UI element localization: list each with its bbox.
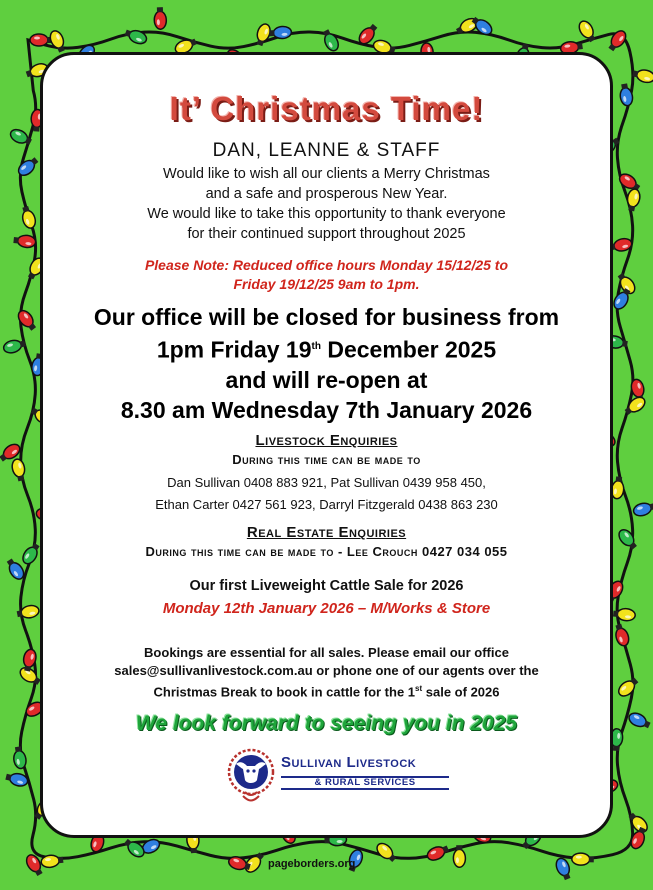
light-bulb (554, 856, 573, 881)
bookings-line (40, 680, 613, 701)
greeting-text (40, 164, 613, 244)
look-forward-banner: We look forward to seeing you in 2025 (135, 712, 518, 735)
logo-company-name: Sullivan Livestock (281, 754, 417, 771)
closure-date-text: December 2025 (320, 336, 497, 363)
bookings-text (40, 644, 613, 701)
flyer-title: It’ Christmas Time! (169, 90, 484, 127)
company-logo (223, 742, 453, 808)
light-bulb (320, 28, 341, 53)
light-bulb (572, 853, 594, 865)
light-bulb (616, 675, 640, 698)
flyer-content (40, 52, 613, 838)
light-bulb (154, 7, 167, 29)
greeting-line: for their continued support throughout 2025 (187, 226, 466, 242)
light-bulb (122, 837, 147, 860)
light-bulb (12, 746, 27, 770)
reopen-line: 8.30 am Wednesday 7th January 2026 (120, 396, 533, 423)
greeting-line: Would like to wish all our clients a Merry Christmas (163, 166, 490, 182)
agent-contact-line: Ethan Carter 0427 561 923, Darryl Fitzgerald 0438 863 230 (155, 497, 498, 512)
first-sale-date: Monday 12th January 2026 – M/Works & Store (162, 600, 491, 617)
closure-line: and will re-open at (225, 366, 428, 393)
ordinal-suffix: st (415, 684, 423, 693)
bull-head-rope-emblem-icon (223, 746, 279, 806)
closure-date-text: 1pm Friday 19 (156, 336, 312, 363)
closure-line: Our office will be closed for business from (93, 304, 560, 330)
closure-announcement (40, 302, 613, 425)
bookings-text-part: Christmas Break to book in cattle for the 1 (153, 684, 416, 700)
light-bulb (11, 458, 28, 482)
light-bulb (15, 308, 38, 333)
closure-line (40, 332, 613, 365)
light-bulb (19, 205, 37, 230)
livestock-heading: Livestock Enquiries (255, 432, 398, 449)
staff-line: DAN, LEANNE & STAFF (212, 140, 441, 161)
border-credit: pageborders.org (268, 858, 356, 870)
real-estate-subline: During this time can be made to - Lee Crouch 0427 034 055 (145, 544, 508, 559)
livestock-subline: During this time can be made to (232, 452, 421, 467)
light-bulb (374, 840, 398, 864)
bookings-line: sales@sullivanlivestock.com.au or phone one of our agents over the (114, 663, 539, 678)
light-bulb (613, 623, 631, 648)
light-bulb (632, 67, 653, 84)
ordinal-suffix: th (311, 341, 321, 352)
note-line: Please Note: Reduced office hours Monday 15/12/25 to (144, 257, 509, 273)
reduced-hours-note (40, 256, 613, 294)
light-bulb (48, 29, 68, 54)
light-bulb (606, 28, 629, 53)
greeting-line: We would like to take this opportunity to thank everyone (147, 206, 506, 222)
light-bulb (124, 27, 149, 46)
note-line: Friday 19/12/25 9am to 1pm. (233, 276, 420, 292)
light-bulb (30, 34, 52, 46)
light-bulb (13, 234, 36, 248)
bookings-line: Bookings are essential for all sales. Please email our office (144, 645, 509, 660)
real-estate-heading: Real Estate Enquiries (246, 524, 407, 541)
logo-tagline: & RURAL SERVICES (314, 777, 416, 788)
light-bulb (632, 500, 653, 518)
bookings-text-part: sale of 2026 (422, 684, 500, 700)
greeting-line: and a safe and prosperous New Year. (205, 186, 448, 202)
light-bulb (625, 188, 641, 212)
light-bulb (616, 527, 639, 552)
light-bulb (20, 541, 42, 566)
agent-contact-line: Dan Sullivan 0408 883 921, Pat Sullivan 0439 958 450, (167, 475, 486, 490)
light-bulb (627, 710, 652, 730)
livestock-agents (40, 472, 613, 516)
first-sale-line: Our first Liveweight Cattle Sale for 2026 (189, 578, 464, 594)
